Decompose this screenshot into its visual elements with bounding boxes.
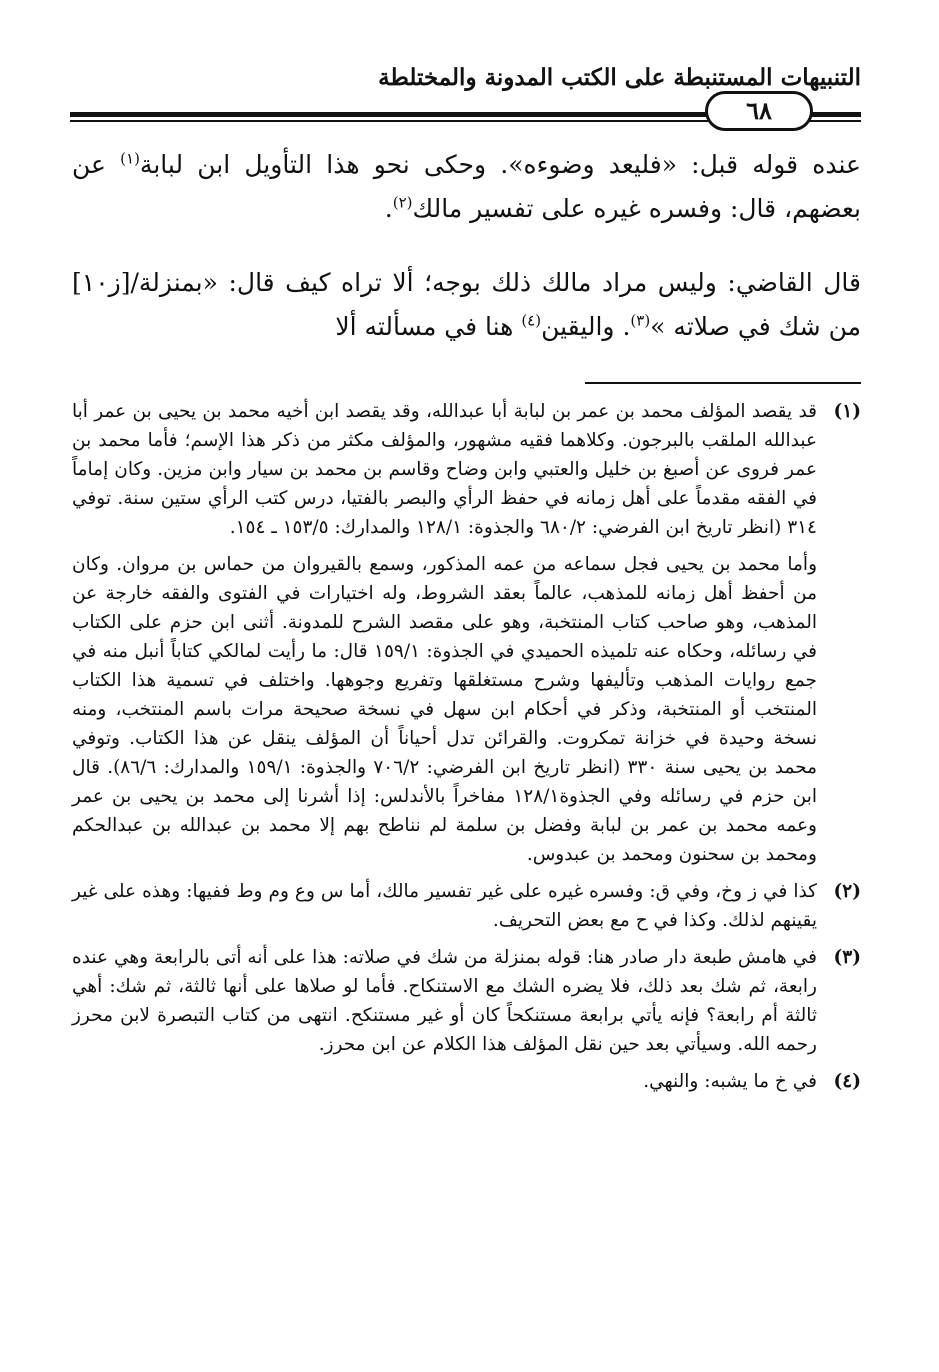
footnote-ref-1: (١) — [120, 149, 140, 168]
footnote-4 — [72, 1067, 861, 1096]
footnote-1-continuation: وأما محمد بن يحيى فجل سماعه من عمه المذكور، وسمع بالقيروان من حماس بن مروان. وكان من أحفظ أهل زمانه للمذهب، عالماً بعقد الشروط، وله اختيارات في الفتوى والفقه خارجة عن المذهب، وهو صاحب كتاب المنتخبة، وهو على مقصد الشرح للمدونة. أثنى ابن حزم على الكتاب في رسائله، وحكاه عنه تلميذه الحميدي في الجذوة: ١٥٩/١ قال: ما رأيت لمالكي كتاباً أنبل منه في جمع روايات المذهب وتأليفها وشرح مستغلقها وتفريع وجوهها. واختلف في تسمية هذا الكتاب المنتخب أو المنتخبة، وذكر في أحكام ابن سهل في نسخة صحيحة مرات باسم المنتخب، ومنه نسخة وحيدة في خزانة تمكروت. والقرائن تدل أحياناً أن المؤلف ينقل عن هذا الكتاب. وتوفي محمد بن يحيى سنة ٣٣٠ (انظر تاريخ ابن الفرضي: ٧٠٦/٢ والجذوة: ١٥٩/١ والمدارك: ٨٦/٦). قال ابن حزم في رسائله وفي الجذوة١٢٨/١ مفاخراً بالأندلس: إذا أشرنا إلى محمد بن يحيى بن عمر وعمه محمد بن عمر بن لبابة وفضل بن سلمة لم نناطح بهم إلا محمد بن عبدالله بن عبدالحكم ومحمد بن سحنون ومحمد بن عبدوس. — [72, 554, 818, 865]
main-text-segment: عنده قوله قبل: «فليعد وضوءه». وحكى نحو هذا التأويل ابن لبابة — [139, 150, 861, 179]
footnote-2 — [72, 877, 861, 935]
main-text-segment: . — [384, 194, 393, 223]
footnote-number: (٢) — [833, 881, 861, 902]
main-paragraph-2 — [72, 261, 861, 349]
footnote-ref-2: (٢) — [392, 193, 413, 212]
footnote-3 — [72, 943, 861, 1059]
footnote-number: (٣) — [833, 947, 861, 968]
footnote-text: قد يقصد المؤلف محمد بن عمر بن لبابة أبا عبدالله، وقد يقصد ابن أخيه محمد بن يحيى بن عمر أبا عبدالله الملقب بالبرجون. وكلاهما فقيه مشهور، والمؤلف مكثر من ذكر هذا الإسم؛ فأما محمد بن عمر فروى عن أصبغ بن خليل والعتبي وابن وضاح وقاسم بن محمد بن سيار وابن مزين. وكان إماماً في الفقه مقدماً على أهل زمانه في حفظ الرأي والبصر بالفتيا، درس كتب الرأي ستين سنة. توفي ٣١٤ (انظر تاريخ ابن الفرضي: ٦٨٠/٢ والجذوة: ١٢٨/١ والمدارك: ١٥٣/٥ ـ ١٥٤. — [72, 401, 817, 538]
footnote-1 — [72, 397, 861, 542]
footnote-text: في خ ما يشبه: والنهي. — [643, 1071, 817, 1092]
footnote-ref-3: (٣) — [630, 311, 651, 330]
page-number-badge: ٦٨ — [705, 91, 813, 131]
main-text-segment: . واليقين — [541, 312, 631, 341]
running-header-title: التنبيهات المستنبطة على الكتب المدونة والمختلطة — [378, 64, 861, 91]
footnote-separator — [585, 382, 861, 384]
footnote-number: (١) — [833, 401, 861, 422]
footnote-text: في هامش طبعة دار صادر هنا: قوله بمنزلة من شك في صلاته: هذا على أنه أتى بالرابعة وهي عنده رابعة، ثم شك بعد ذلك، فلا يضره الشك مع الاستنكاح. فأما لو صلاها على أنها ثالثة، ثم شك: أهي ثالثة أم رابعة؟ فإنه يأتي برابعة مستنكحاً كان أو غير مستنكح. انتهى من كتاب التبصرة لابن محرز رحمه الله. وسيأتي بعد حين نقل المؤلف هذا الكلام عن ابن محرز. — [72, 947, 817, 1055]
footnote-text: كذا في ز وخ، وفي ق: وفسره غيره على غير تفسير مالك، أما س وع وم وط ففيها: وهذه على غير يقينهم لذلك. وكذا في ح مع بعض التحريف. — [72, 881, 817, 931]
footnotes-section — [72, 397, 861, 1104]
main-text-segment: هنا في مسألته ألا — [335, 312, 522, 341]
footnote-ref-4: (٤) — [521, 311, 542, 330]
main-text — [72, 143, 861, 349]
main-text-segment: عن بعضهم، قال: وفسره غيره على تفسير مالك — [72, 150, 861, 223]
main-text-segment: قال القاضي: وليس مراد مالك ذلك بوجه؛ ألا تراه كيف قال: «بمنزلة/[ز١٠] من شك في صلاته » — [72, 268, 861, 341]
footnote-number: (٤) — [833, 1071, 861, 1092]
main-paragraph-1 — [72, 143, 861, 231]
